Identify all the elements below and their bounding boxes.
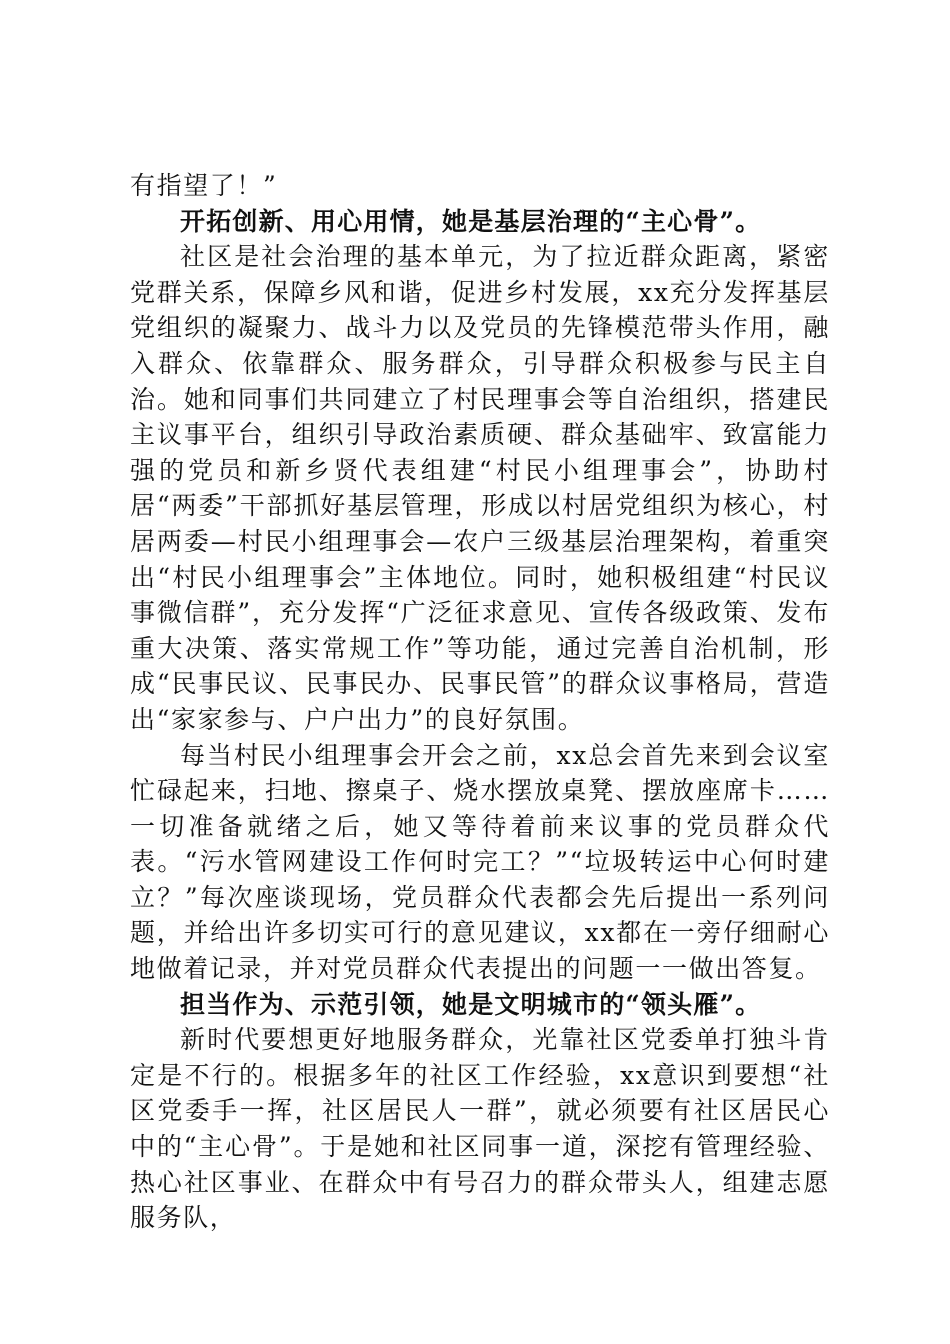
- section-heading-civilized-city: 担当作为、示范引领，她是文明城市的“领头雁”。: [180, 989, 762, 1019]
- document-page: [130, 168, 830, 1236]
- paragraph-council-meeting: 每当村民小组理事会开会之前，xx总会首先来到会议室忙碌起来，扫地、擦桌子、烧水摆放桌凳、摆放座席卡……一切准备就绪之后，她又等待着前来议事的党员群众代表。“污水管网建设工作何时完工？”“垃圾转运中心何时建立？”每次座谈现场，党员群众代表都会先后提出一系列问题，并给出许多切实可行的意见建议，xx都在一旁仔细耐心地做着记录，并对党员群众代表提出的问题一一做出答复。: [130, 740, 830, 984]
- paragraph-volunteer-team: 新时代要想更好地服务群众，光靠社区党委单打独斗肯定是不行的。根据多年的社区工作经验，xx意识到要想“社区党委手一挥，社区居民人一群”，就必须要有社区居民心中的“主心骨”。于是她和社区同事一道，深挖有管理经验、热心社区事业、在群众中有号召力的群众带头人，组建志愿服务队，: [130, 1025, 830, 1233]
- paragraph-continued: 有指望了！”: [130, 171, 278, 200]
- section-heading-grassroots-governance: 开拓创新、用心用情，她是基层治理的“主心骨”。: [180, 206, 762, 236]
- paragraph-community-governance: 社区是社会治理的基本单元，为了拉近群众距离，紧密党群关系，保障乡风和谐，促进乡村发展，xx充分发挥基层党组织的凝聚力、战斗力以及党员的先锋模范带头作用，融入群众、依靠群众、服务群众，引导群众积极参与民主自治。她和同事们共同建立了村民理事会等自治组织，搭建民主议事平台，组织引导政治素质硬、群众基础牢、致富能力强的党员和新乡贤代表组建“村民小组理事会”，协助村居“两委”干部抓好基层管理，形成以村居党组织为核心，村居两委—村民小组理事会—农户三级基层治理架构，着重突出“村民小组理事会”主体地位。同时，她积极组建“村民议事微信群”，充分发挥“广泛征求意见、宣传各级政策、发布重大决策、落实常规工作”等功能，通过完善自治机制，形成“民事民议、民事民办、民事民管”的群众议事格局，营造出“家家参与、户户出力”的良好氛围。: [130, 242, 830, 734]
